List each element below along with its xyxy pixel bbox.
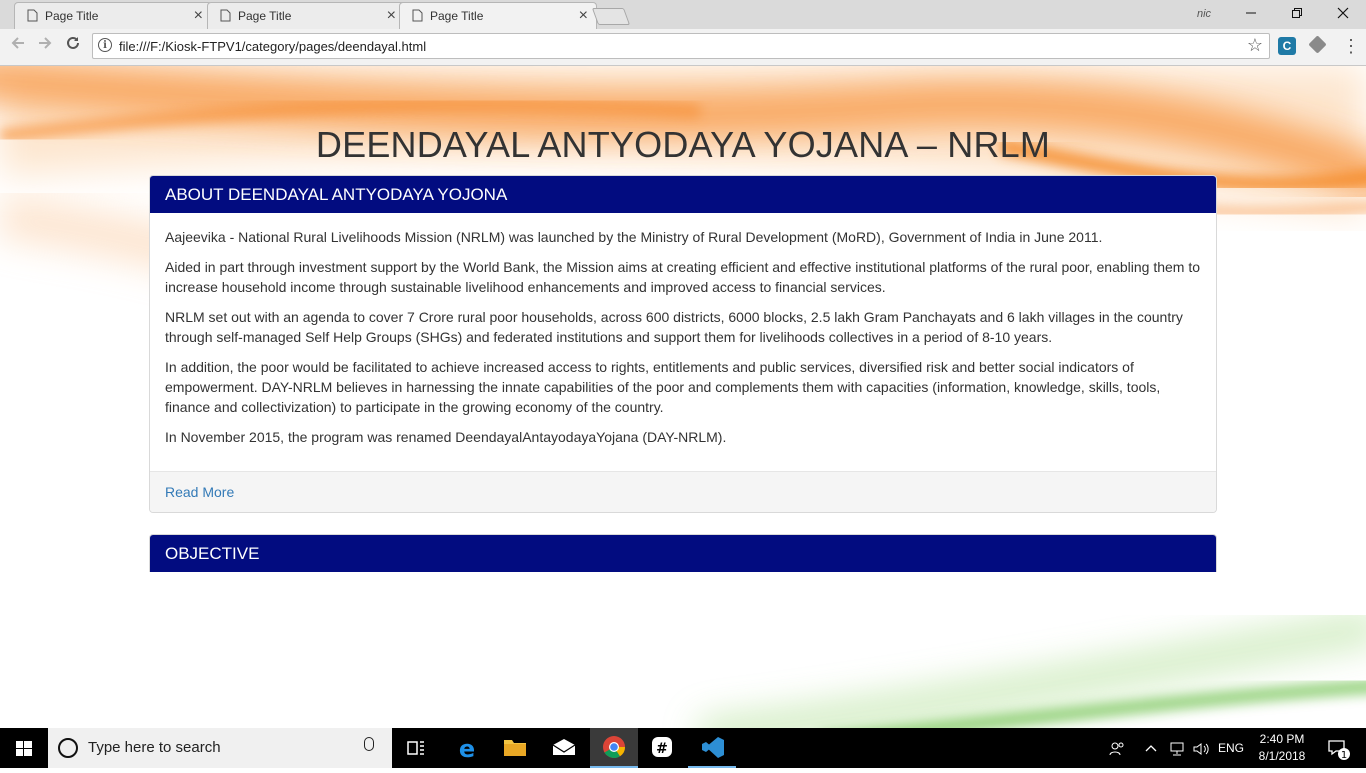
browser-tab-3-active[interactable]: [399, 2, 597, 29]
chevron-up-icon: [1145, 743, 1157, 755]
network-icon[interactable]: [1165, 728, 1189, 768]
task-view-button[interactable]: [392, 728, 440, 768]
minimize-button[interactable]: [1228, 0, 1274, 29]
search-placeholder: Type here to search: [88, 739, 221, 756]
tab-title: Page Title: [430, 9, 484, 23]
tab-strip: [0, 0, 1366, 29]
read-more-link[interactable]: Read More: [165, 484, 235, 500]
slack-icon: [638, 728, 686, 768]
volume-icon[interactable]: [1189, 728, 1213, 768]
forward-icon: [37, 35, 53, 51]
browser-toolbar: [0, 29, 1366, 66]
about-paragraph: Aajeevika - National Rural Livelihoods Mission (NRLM) was launched by the Ministry of Rural Development (MoRD), Government of India in June 2011.: [165, 229, 1103, 245]
chrome-icon: [590, 728, 638, 768]
menu-icon[interactable]: ⋮: [1342, 36, 1360, 56]
slack-app[interactable]: [638, 728, 686, 768]
edge-app[interactable]: [443, 728, 491, 768]
taskbar: [0, 728, 1366, 768]
windows-logo-icon: [0, 728, 48, 768]
document-icon: [27, 9, 38, 22]
mail-icon: [540, 728, 588, 768]
svg-text:#: #: [656, 741, 668, 757]
file-explorer-app[interactable]: [491, 728, 539, 768]
tab-title: Page Title: [45, 9, 99, 23]
network-wired-icon: [1168, 741, 1186, 757]
new-tab-button[interactable]: [592, 8, 630, 25]
people-icon[interactable]: [1104, 728, 1130, 768]
reload-button[interactable]: [62, 35, 84, 57]
info-icon[interactable]: i: [98, 38, 112, 52]
page-viewport: [0, 66, 1366, 728]
page-title: DEENDAYAL ANTYODAYA YOJANA – NRLM: [315, 124, 1051, 165]
profile-label[interactable]: nic: [1197, 8, 1212, 20]
minimize-icon: [1245, 7, 1257, 19]
close-tab-icon[interactable]: ×: [193, 7, 203, 24]
forward-button[interactable]: [34, 35, 56, 57]
people-glyph-icon: [1109, 741, 1125, 757]
restore-icon: [1291, 7, 1303, 19]
about-panel: [149, 175, 1217, 513]
vscode-icon: [688, 728, 736, 768]
language-indicator[interactable]: ENG: [1217, 741, 1244, 755]
document-icon: [220, 9, 231, 22]
about-paragraph: Aided in part through investment support by the World Bank, the Mission aims at creating efficient and effective institutional platforms of the rural poor, enabling them to increase household income through sustainable livelihood enhancements and improved access to financial services.: [165, 259, 1201, 295]
chrome-app[interactable]: [590, 728, 638, 768]
folder-icon: [491, 728, 539, 768]
close-tab-icon[interactable]: ×: [386, 7, 396, 24]
browser-tab-1[interactable]: [14, 2, 212, 29]
action-center-button[interactable]: [1318, 728, 1358, 768]
address-bar[interactable]: [92, 33, 1270, 59]
close-tab-icon[interactable]: ×: [578, 7, 588, 24]
clock-date: 8/1/2018: [1258, 749, 1306, 763]
extension-icon-2[interactable]: [1308, 35, 1326, 53]
extension-icon[interactable]: C: [1278, 37, 1296, 55]
clock[interactable]: [1248, 731, 1316, 765]
taskbar-search[interactable]: [48, 728, 392, 768]
about-paragraph: NRLM set out with an agenda to cover 7 Crore rural poor households, across 600 districts, 6000 blocks, 2.5 lakh Gram Panchayats and 6 lakh villages in the country through self-managed Self Help Groups (SHGs) and federated institutions and support them for livelihoods collectives in a period of 8-10 years.: [165, 309, 1183, 345]
about-paragraph: In November 2015, the program was renamed DeendayalAntayodayaYojana (DAY-NRLM).: [165, 429, 727, 445]
show-hidden-icons-icon[interactable]: [1140, 728, 1162, 768]
cortana-icon: [58, 738, 78, 758]
vscode-app[interactable]: [688, 728, 736, 768]
about-paragraph: In addition, the poor would be facilitated to achieve increased access to rights, entitlements and public services, diversified risk and better social indicators of empowerment. DAY-NRLM believes in harnessing the innate capabilities of the poor and complements them with capacities (information, knowledge, skills, tools, finance and collectivization) to participate in the growing economy of the country.: [165, 359, 1161, 415]
tab-title: Page Title: [238, 9, 292, 23]
objective-panel-heading: OBJECTIVE: [150, 535, 1216, 572]
about-panel-heading: ABOUT DEENDAYAL ANTYODAYA YOJONA: [150, 176, 1216, 213]
notification-icon: [1326, 737, 1350, 761]
restore-button[interactable]: [1274, 0, 1320, 29]
mail-app[interactable]: [540, 728, 588, 768]
notification-count: 1: [1340, 749, 1348, 761]
browser-tab-2[interactable]: [207, 2, 405, 29]
clock-time: 2:40 PM: [1259, 732, 1305, 746]
edge-icon: [443, 728, 491, 768]
start-button[interactable]: [0, 728, 48, 768]
back-icon: [10, 35, 26, 51]
speaker-icon: [1192, 741, 1210, 757]
close-icon: [1337, 7, 1349, 19]
about-panel-footer: [150, 471, 1216, 512]
close-window-button[interactable]: [1320, 0, 1366, 29]
back-button[interactable]: [7, 35, 29, 57]
document-icon: [412, 9, 423, 22]
svg-text:e: e: [458, 735, 476, 763]
bookmark-star-icon[interactable]: ☆: [1246, 35, 1263, 55]
microphone-icon[interactable]: [364, 737, 374, 751]
address-url[interactable]: file:///F:/Kiosk-FTPV1/category/pages/deendayal.html: [119, 39, 427, 54]
task-view-icon: [392, 728, 440, 768]
reload-icon: [65, 35, 81, 51]
objective-panel: [149, 534, 1217, 572]
about-panel-body: [150, 213, 1216, 471]
